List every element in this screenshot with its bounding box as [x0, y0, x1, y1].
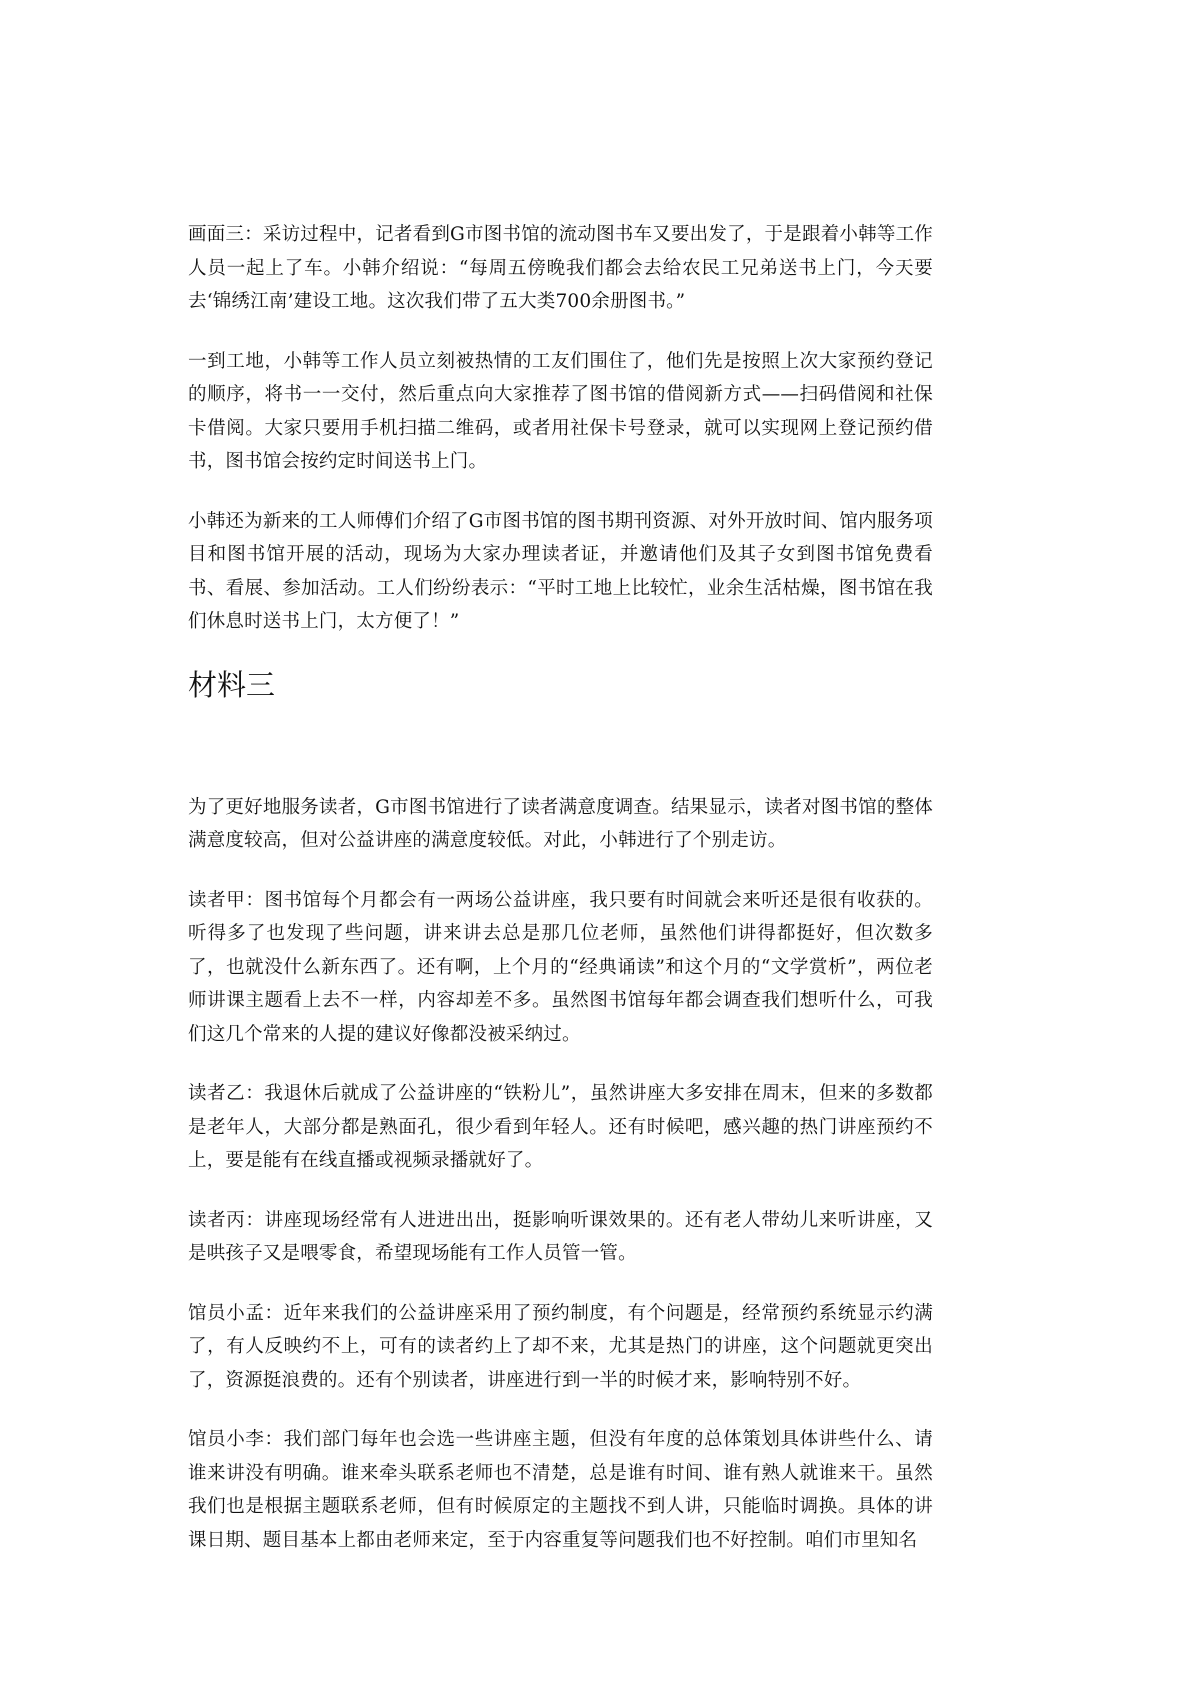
paragraph-librarian-li: 馆员小李：我们部门每年也会选一些讲座主题，但没有年度的总体策划具体讲些什么、请谁来讲没有明确。谁来牵头联系老师也不清楚，总是谁有时间、谁有熟人就谁来干。虽然我们也是根据主题联系老师，但有时候原定的主题找不到人讲，只能临时调换。具体的讲课日期、题目基本上都由老师来定，至于内容重复等问题我们也不好控制。咱们市里知名 [188, 1429, 933, 1551]
paragraph-library-introduction: 小韩还为新来的工人师傅们介绍了G市图书馆的图书期刊资源、对外开放时间、馆内服务项目和图书馆开展的活动，现场为大家办理读者证，并邀请他们及其子女到图书馆免费看书、看展、参加活动。工人们纷纷表示：“平时工地上比较忙，业余生活枯燥，图书馆在我们休息时送书上门，太方便了！” [188, 510, 933, 632]
document-body [188, 218, 933, 1583]
section-title: 材料三 [188, 667, 276, 702]
paragraph-reader-yi: 读者乙：我退休后就成了公益讲座的“铁粉儿”，虽然讲座大多安排在周末，但来的多数都是老年人，大部分都是熟面孔，很少看到年轻人。还有时候吧，感兴趣的热门讲座预约不上，要是能有在线直播或视频录播就好了。 [188, 1083, 933, 1171]
paragraph-reader-jia: 读者甲：图书馆每个月都会有一两场公益讲座，我只要有时间就会来听还是很有收获的。听得多了也发现了些问题，讲来讲去总是那几位老师，虽然他们讲得都挺好，但次数多了，也就没什么新东西了。还有啊，上个月的“经典诵读”和这个月的“文学赏析”，两位老师讲课主题看上去不一样，内容却差不多。虽然图书馆每年都会调查我们想听什么，可我们这几个常来的人提的建议好像都没被采纳过。 [188, 889, 933, 1045]
paragraph-reader-bing: 读者丙：讲座现场经常有人进进出出，挺影响听课效果的。还有老人带幼儿来听讲座，又是哄孩子又是喂零食，希望现场能有工作人员管一管。 [188, 1209, 933, 1264]
paragraph-librarian-meng: 馆员小孟：近年来我们的公益讲座采用了预约制度，有个问题是，经常预约系统显示约满了，有人反映约不上，可有的读者约上了却不来，尤其是热门的讲座，这个问题就更突出了，资源挺浪费的。还有个别读者，讲座进行到一半的时候才来，影响特别不好。 [188, 1302, 933, 1391]
paragraph-construction-site: 一到工地，小韩等工作人员立刻被热情的工友们围住了，他们先是按照上次大家预约登记的顺序，将书一一交付，然后重点向大家推荐了图书馆的借阅新方式——扫码借阅和社保卡借阅。大家只要用手机扫描二维码，或者用社保卡号登录，就可以实现网上登记预约借书，图书馆会按约定时间送书上门。 [188, 350, 933, 472]
paragraph-satisfaction-survey: 为了更好地服务读者，G市图书馆进行了读者满意度调查。结果显示，读者对图书馆的整体满意度较高，但对公益讲座的满意度较低。对此，小韩进行了个别走访。 [188, 796, 933, 851]
paragraph-scene-three: 画面三：采访过程中，记者看到G市图书馆的流动图书车又要出发了，于是跟着小韩等工作人员一起上了车。小韩介绍说：“每周五傍晚我们都会去给农民工兄弟送书上门，今天要去‘锦绣江南’建设工地。这次我们带了五大类700余册图书。” [188, 224, 933, 312]
